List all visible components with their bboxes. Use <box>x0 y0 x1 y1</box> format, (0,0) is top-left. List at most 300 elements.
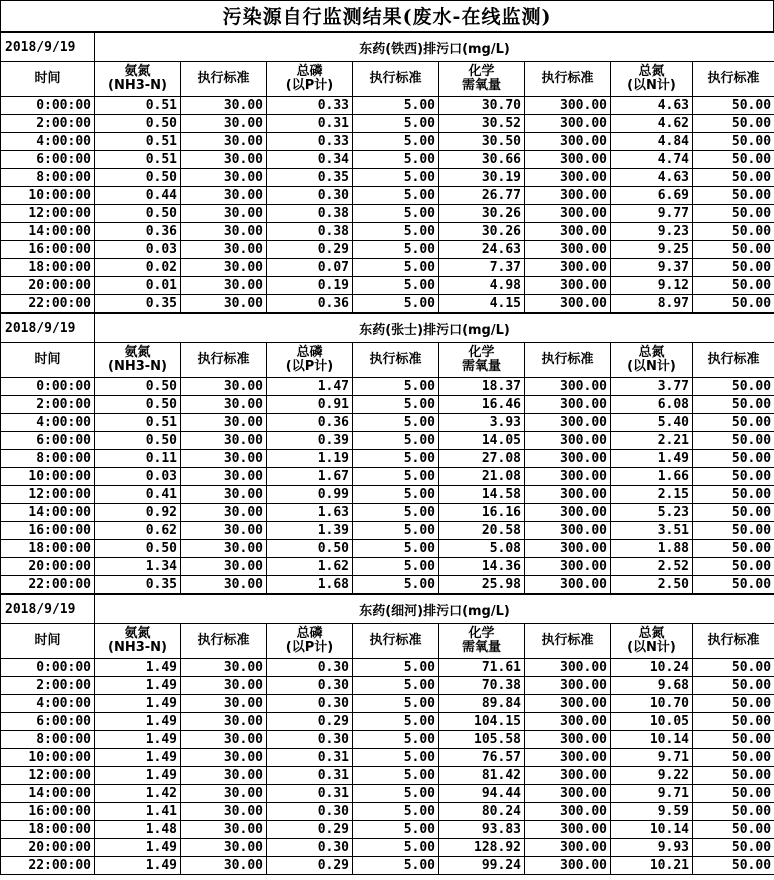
outfall-name: 东药(张士)排污口(mg/L) <box>95 314 774 343</box>
cell-standard-ammonia: 30.00 <box>181 785 267 803</box>
cell-standard-ammonia: 30.00 <box>181 576 267 594</box>
header-ammonia-nitrogen <box>95 624 181 659</box>
cell-standard-nitrogen: 50.00 <box>693 659 774 677</box>
cell-standard-nitrogen: 50.00 <box>693 277 774 295</box>
cell-cod: 5.08 <box>439 540 525 558</box>
cell-standard-ammonia: 30.00 <box>181 713 267 731</box>
table-row <box>1 731 774 749</box>
cell-standard-phosphorus: 5.00 <box>353 414 439 432</box>
cell-time: 16:00:00 <box>1 241 95 259</box>
cell-standard-cod: 300.00 <box>525 803 611 821</box>
cell-standard-nitrogen: 50.00 <box>693 97 774 115</box>
table-row <box>1 97 774 115</box>
cell-total-nitrogen: 10.05 <box>611 713 693 731</box>
cell-time: 12:00:00 <box>1 486 95 504</box>
table-row <box>1 115 774 133</box>
header-line-1: 总氮 <box>638 626 665 641</box>
table-row <box>1 277 774 295</box>
date-site-row <box>1 314 774 343</box>
cell-standard-ammonia: 30.00 <box>181 169 267 187</box>
cell-total-nitrogen: 10.24 <box>611 659 693 677</box>
cell-total-nitrogen: 1.49 <box>611 450 693 468</box>
cell-standard-cod: 300.00 <box>525 396 611 414</box>
table-row <box>1 241 774 259</box>
cell-total-phosphorus: 0.30 <box>267 803 353 821</box>
header-line-2: (以P计) <box>285 359 334 374</box>
header-line-1: 时间 <box>34 352 61 367</box>
cell-total-phosphorus: 0.30 <box>267 695 353 713</box>
cell-standard-phosphorus: 5.00 <box>353 151 439 169</box>
cell-cod: 128.92 <box>439 839 525 857</box>
cell-total-phosphorus: 0.38 <box>267 205 353 223</box>
cell-standard-nitrogen: 50.00 <box>693 677 774 695</box>
cell-time: 18:00:00 <box>1 259 95 277</box>
cell-cod: 7.37 <box>439 259 525 277</box>
cell-standard-nitrogen: 50.00 <box>693 821 774 839</box>
cell-standard-ammonia: 30.00 <box>181 450 267 468</box>
table-row <box>1 468 774 486</box>
cell-standard-ammonia: 30.00 <box>181 414 267 432</box>
cell-ammonia-nitrogen: 1.49 <box>95 749 181 767</box>
header-line-1: 执行标准 <box>707 352 760 367</box>
cell-total-nitrogen: 1.66 <box>611 468 693 486</box>
header-line-1: 总磷 <box>296 345 323 360</box>
header-total-phosphorus <box>267 62 353 97</box>
cell-total-phosphorus: 0.31 <box>267 785 353 803</box>
cell-total-nitrogen: 2.52 <box>611 558 693 576</box>
cell-standard-nitrogen: 50.00 <box>693 396 774 414</box>
cell-total-nitrogen: 4.74 <box>611 151 693 169</box>
cell-standard-ammonia: 30.00 <box>181 259 267 277</box>
cell-standard-nitrogen: 50.00 <box>693 450 774 468</box>
header-line-2: (NH3-N) <box>108 78 167 93</box>
cell-standard-phosphorus: 5.00 <box>353 803 439 821</box>
cell-standard-nitrogen: 50.00 <box>693 169 774 187</box>
cell-total-nitrogen: 4.63 <box>611 97 693 115</box>
header-cod <box>439 624 525 659</box>
cell-time: 20:00:00 <box>1 558 95 576</box>
cell-ammonia-nitrogen: 0.50 <box>95 205 181 223</box>
cell-standard-cod: 300.00 <box>525 713 611 731</box>
cell-standard-ammonia: 30.00 <box>181 133 267 151</box>
cell-total-phosphorus: 1.68 <box>267 576 353 594</box>
cell-total-phosphorus: 1.47 <box>267 378 353 396</box>
cell-time: 10:00:00 <box>1 187 95 205</box>
cell-cod: 30.66 <box>439 151 525 169</box>
cell-ammonia-nitrogen: 1.49 <box>95 839 181 857</box>
cell-time: 22:00:00 <box>1 295 95 313</box>
cell-standard-cod: 300.00 <box>525 450 611 468</box>
cell-total-nitrogen: 2.21 <box>611 432 693 450</box>
cell-time: 8:00:00 <box>1 169 95 187</box>
cell-standard-nitrogen: 50.00 <box>693 522 774 540</box>
column-header-row <box>1 343 774 378</box>
cell-standard-nitrogen: 50.00 <box>693 151 774 169</box>
header-line-1: 氨氮 <box>124 626 151 641</box>
header-cod <box>439 343 525 378</box>
cell-total-phosphorus: 0.34 <box>267 151 353 169</box>
cell-ammonia-nitrogen: 1.49 <box>95 677 181 695</box>
cell-cod: 30.26 <box>439 205 525 223</box>
cell-ammonia-nitrogen: 1.48 <box>95 821 181 839</box>
cell-time: 18:00:00 <box>1 540 95 558</box>
header-line-2: 需氧量 <box>461 640 501 655</box>
header-line-1: 总氮 <box>638 345 665 360</box>
cell-cod: 20.58 <box>439 522 525 540</box>
cell-total-phosphorus: 1.63 <box>267 504 353 522</box>
cell-standard-cod: 300.00 <box>525 540 611 558</box>
header-line-1: 执行标准 <box>369 352 422 367</box>
cell-standard-ammonia: 30.00 <box>181 558 267 576</box>
cell-standard-nitrogen: 50.00 <box>693 839 774 857</box>
table-row <box>1 659 774 677</box>
cell-ammonia-nitrogen: 0.51 <box>95 151 181 169</box>
cell-standard-ammonia: 30.00 <box>181 241 267 259</box>
cell-standard-phosphorus: 5.00 <box>353 677 439 695</box>
cell-standard-nitrogen: 50.00 <box>693 378 774 396</box>
cell-total-phosphorus: 0.29 <box>267 821 353 839</box>
cell-cod: 93.83 <box>439 821 525 839</box>
cell-standard-cod: 300.00 <box>525 576 611 594</box>
cell-total-phosphorus: 1.39 <box>267 522 353 540</box>
cell-ammonia-nitrogen: 1.34 <box>95 558 181 576</box>
cell-cod: 30.50 <box>439 133 525 151</box>
header-time <box>1 62 95 97</box>
cell-time: 22:00:00 <box>1 576 95 594</box>
header-standard-ammonia <box>181 624 267 659</box>
cell-standard-nitrogen: 50.00 <box>693 133 774 151</box>
header-line-1: 总氮 <box>638 64 665 79</box>
cell-standard-cod: 300.00 <box>525 659 611 677</box>
cell-ammonia-nitrogen: 0.62 <box>95 522 181 540</box>
cell-cod: 30.70 <box>439 97 525 115</box>
cell-cod: 76.57 <box>439 749 525 767</box>
table-row <box>1 821 774 839</box>
cell-cod: 70.38 <box>439 677 525 695</box>
cell-total-nitrogen: 9.93 <box>611 839 693 857</box>
header-line-1: 执行标准 <box>541 71 594 86</box>
cell-standard-phosphorus: 5.00 <box>353 540 439 558</box>
cell-standard-cod: 300.00 <box>525 133 611 151</box>
cell-standard-ammonia: 30.00 <box>181 695 267 713</box>
cell-time: 6:00:00 <box>1 713 95 731</box>
cell-time: 0:00:00 <box>1 659 95 677</box>
header-standard-cod <box>525 343 611 378</box>
cell-total-nitrogen: 9.59 <box>611 803 693 821</box>
table-row <box>1 223 774 241</box>
cell-cod: 94.44 <box>439 785 525 803</box>
cell-standard-cod: 300.00 <box>525 277 611 295</box>
header-standard-ammonia <box>181 343 267 378</box>
header-ammonia-nitrogen <box>95 343 181 378</box>
site-table-2 <box>0 313 774 594</box>
cell-standard-phosphorus: 5.00 <box>353 857 439 875</box>
cell-standard-ammonia: 30.00 <box>181 486 267 504</box>
cell-standard-nitrogen: 50.00 <box>693 749 774 767</box>
cell-standard-cod: 300.00 <box>525 504 611 522</box>
cell-ammonia-nitrogen: 1.49 <box>95 713 181 731</box>
cell-standard-cod: 300.00 <box>525 749 611 767</box>
cell-total-nitrogen: 6.69 <box>611 187 693 205</box>
header-line-1: 氨氮 <box>124 345 151 360</box>
cell-standard-ammonia: 30.00 <box>181 504 267 522</box>
cell-time: 14:00:00 <box>1 785 95 803</box>
header-line-1: 执行标准 <box>197 633 250 648</box>
header-cod <box>439 62 525 97</box>
table-row <box>1 205 774 223</box>
cell-standard-phosphorus: 5.00 <box>353 558 439 576</box>
cell-standard-nitrogen: 50.00 <box>693 803 774 821</box>
header-total-phosphorus <box>267 624 353 659</box>
table-row <box>1 295 774 313</box>
cell-total-phosphorus: 0.99 <box>267 486 353 504</box>
cell-standard-ammonia: 30.00 <box>181 821 267 839</box>
cell-ammonia-nitrogen: 0.01 <box>95 277 181 295</box>
header-line-2: (以P计) <box>285 78 334 93</box>
cell-total-phosphorus: 0.30 <box>267 659 353 677</box>
cell-ammonia-nitrogen: 0.50 <box>95 540 181 558</box>
cell-standard-ammonia: 30.00 <box>181 659 267 677</box>
cell-standard-phosphorus: 5.00 <box>353 821 439 839</box>
cell-standard-ammonia: 30.00 <box>181 468 267 486</box>
cell-standard-phosphorus: 5.00 <box>353 241 439 259</box>
cell-total-phosphorus: 0.36 <box>267 295 353 313</box>
header-standard-nitrogen <box>693 624 774 659</box>
cell-standard-nitrogen: 50.00 <box>693 504 774 522</box>
cell-total-phosphorus: 0.50 <box>267 540 353 558</box>
column-header-row <box>1 62 774 97</box>
cell-cod: 105.58 <box>439 731 525 749</box>
cell-ammonia-nitrogen: 0.35 <box>95 576 181 594</box>
cell-total-nitrogen: 1.88 <box>611 540 693 558</box>
cell-standard-phosphorus: 5.00 <box>353 133 439 151</box>
cell-total-nitrogen: 9.71 <box>611 785 693 803</box>
cell-total-nitrogen: 10.14 <box>611 731 693 749</box>
cell-total-nitrogen: 9.68 <box>611 677 693 695</box>
cell-ammonia-nitrogen: 0.44 <box>95 187 181 205</box>
cell-standard-nitrogen: 50.00 <box>693 857 774 875</box>
cell-ammonia-nitrogen: 1.42 <box>95 785 181 803</box>
cell-cod: 104.15 <box>439 713 525 731</box>
table-row <box>1 785 774 803</box>
header-line-2: (NH3-N) <box>108 640 167 655</box>
table-row <box>1 414 774 432</box>
table-row <box>1 540 774 558</box>
table-row <box>1 187 774 205</box>
cell-cod: 16.16 <box>439 504 525 522</box>
cell-standard-ammonia: 30.00 <box>181 803 267 821</box>
cell-standard-cod: 300.00 <box>525 378 611 396</box>
header-line-2: 需氧量 <box>461 78 501 93</box>
cell-total-nitrogen: 5.40 <box>611 414 693 432</box>
cell-standard-nitrogen: 50.00 <box>693 223 774 241</box>
table-row <box>1 504 774 522</box>
header-line-1: 时间 <box>34 633 61 648</box>
report-date: 2018/9/19 <box>1 33 95 62</box>
cell-standard-phosphorus: 5.00 <box>353 522 439 540</box>
cell-standard-phosphorus: 5.00 <box>353 187 439 205</box>
cell-standard-cod: 300.00 <box>525 677 611 695</box>
header-time <box>1 624 95 659</box>
cell-standard-nitrogen: 50.00 <box>693 695 774 713</box>
header-ammonia-nitrogen <box>95 62 181 97</box>
header-line-2: (以N计) <box>627 640 676 655</box>
cell-total-phosphorus: 0.30 <box>267 187 353 205</box>
cell-standard-phosphorus: 5.00 <box>353 97 439 115</box>
cell-ammonia-nitrogen: 0.92 <box>95 504 181 522</box>
cell-cod: 26.77 <box>439 187 525 205</box>
cell-ammonia-nitrogen: 0.11 <box>95 450 181 468</box>
cell-cod: 21.08 <box>439 468 525 486</box>
cell-total-phosphorus: 0.29 <box>267 857 353 875</box>
cell-total-phosphorus: 0.33 <box>267 133 353 151</box>
cell-ammonia-nitrogen: 0.50 <box>95 378 181 396</box>
cell-ammonia-nitrogen: 0.35 <box>95 295 181 313</box>
table-row <box>1 713 774 731</box>
cell-ammonia-nitrogen: 1.49 <box>95 695 181 713</box>
cell-time: 20:00:00 <box>1 277 95 295</box>
header-line-1: 执行标准 <box>197 71 250 86</box>
cell-standard-phosphorus: 5.00 <box>353 259 439 277</box>
cell-total-phosphorus: 1.62 <box>267 558 353 576</box>
cell-standard-phosphorus: 5.00 <box>353 468 439 486</box>
report-date: 2018/9/19 <box>1 314 95 343</box>
cell-cod: 14.58 <box>439 486 525 504</box>
cell-ammonia-nitrogen: 0.36 <box>95 223 181 241</box>
cell-standard-nitrogen: 50.00 <box>693 767 774 785</box>
table-row <box>1 378 774 396</box>
date-site-row <box>1 595 774 624</box>
cell-standard-phosphorus: 5.00 <box>353 749 439 767</box>
cell-cod: 24.63 <box>439 241 525 259</box>
table-row <box>1 522 774 540</box>
cell-total-phosphorus: 0.39 <box>267 432 353 450</box>
header-total-nitrogen <box>611 343 693 378</box>
cell-time: 16:00:00 <box>1 522 95 540</box>
cell-standard-phosphorus: 5.00 <box>353 767 439 785</box>
cell-standard-nitrogen: 50.00 <box>693 115 774 133</box>
cell-standard-nitrogen: 50.00 <box>693 241 774 259</box>
cell-standard-cod: 300.00 <box>525 223 611 241</box>
cell-ammonia-nitrogen: 0.51 <box>95 133 181 151</box>
cell-standard-nitrogen: 50.00 <box>693 540 774 558</box>
monitoring-blocks <box>0 32 774 875</box>
cell-time: 6:00:00 <box>1 151 95 169</box>
cell-total-nitrogen: 9.12 <box>611 277 693 295</box>
cell-time: 20:00:00 <box>1 839 95 857</box>
header-standard-nitrogen <box>693 62 774 97</box>
cell-standard-cod: 300.00 <box>525 295 611 313</box>
table-row <box>1 767 774 785</box>
cell-total-phosphorus: 0.29 <box>267 241 353 259</box>
cell-time: 2:00:00 <box>1 115 95 133</box>
header-standard-nitrogen <box>693 343 774 378</box>
cell-standard-ammonia: 30.00 <box>181 677 267 695</box>
table-row <box>1 677 774 695</box>
header-line-2: (NH3-N) <box>108 359 167 374</box>
header-line-2: (以N计) <box>627 359 676 374</box>
cell-standard-ammonia: 30.00 <box>181 151 267 169</box>
cell-total-nitrogen: 4.84 <box>611 133 693 151</box>
cell-time: 22:00:00 <box>1 857 95 875</box>
cell-standard-nitrogen: 50.00 <box>693 486 774 504</box>
cell-cod: 80.24 <box>439 803 525 821</box>
cell-standard-phosphorus: 5.00 <box>353 576 439 594</box>
cell-time: 10:00:00 <box>1 749 95 767</box>
cell-standard-phosphorus: 5.00 <box>353 504 439 522</box>
table-row <box>1 432 774 450</box>
cell-time: 16:00:00 <box>1 803 95 821</box>
cell-ammonia-nitrogen: 0.50 <box>95 169 181 187</box>
header-standard-phosphorus <box>353 624 439 659</box>
table-row <box>1 169 774 187</box>
cell-total-nitrogen: 2.50 <box>611 576 693 594</box>
report-date: 2018/9/19 <box>1 595 95 624</box>
cell-total-nitrogen: 9.23 <box>611 223 693 241</box>
cell-standard-ammonia: 30.00 <box>181 187 267 205</box>
cell-standard-ammonia: 30.00 <box>181 115 267 133</box>
header-line-1: 执行标准 <box>707 71 760 86</box>
cell-standard-cod: 300.00 <box>525 115 611 133</box>
outfall-name: 东药(铁西)排污口(mg/L) <box>95 33 774 62</box>
header-time <box>1 343 95 378</box>
cell-total-phosphorus: 1.19 <box>267 450 353 468</box>
cell-total-phosphorus: 0.07 <box>267 259 353 277</box>
cell-total-nitrogen: 8.97 <box>611 295 693 313</box>
table-row <box>1 558 774 576</box>
cell-total-nitrogen: 3.51 <box>611 522 693 540</box>
cell-standard-nitrogen: 50.00 <box>693 558 774 576</box>
cell-standard-nitrogen: 50.00 <box>693 414 774 432</box>
column-header-row <box>1 624 774 659</box>
cell-standard-cod: 300.00 <box>525 241 611 259</box>
table-row <box>1 486 774 504</box>
header-line-1: 执行标准 <box>369 633 422 648</box>
header-line-1: 执行标准 <box>541 633 594 648</box>
cell-time: 8:00:00 <box>1 450 95 468</box>
cell-standard-phosphorus: 5.00 <box>353 486 439 504</box>
cell-cod: 89.84 <box>439 695 525 713</box>
cell-standard-cod: 300.00 <box>525 468 611 486</box>
header-standard-cod <box>525 624 611 659</box>
cell-standard-nitrogen: 50.00 <box>693 576 774 594</box>
cell-standard-phosphorus: 5.00 <box>353 223 439 241</box>
cell-time: 14:00:00 <box>1 504 95 522</box>
cell-standard-nitrogen: 50.00 <box>693 259 774 277</box>
header-line-1: 化学 <box>468 345 495 360</box>
cell-cod: 4.98 <box>439 277 525 295</box>
cell-standard-nitrogen: 50.00 <box>693 187 774 205</box>
cell-cod: 4.15 <box>439 295 525 313</box>
header-line-1: 执行标准 <box>541 352 594 367</box>
cell-standard-cod: 300.00 <box>525 414 611 432</box>
cell-standard-cod: 300.00 <box>525 839 611 857</box>
header-line-2: (以N计) <box>627 78 676 93</box>
table-row <box>1 396 774 414</box>
table-row <box>1 133 774 151</box>
cell-cod: 3.93 <box>439 414 525 432</box>
cell-standard-cod: 300.00 <box>525 486 611 504</box>
cell-total-phosphorus: 0.91 <box>267 396 353 414</box>
cell-time: 10:00:00 <box>1 468 95 486</box>
cell-cod: 71.61 <box>439 659 525 677</box>
cell-time: 0:00:00 <box>1 378 95 396</box>
cell-standard-cod: 300.00 <box>525 695 611 713</box>
cell-time: 4:00:00 <box>1 414 95 432</box>
cell-total-phosphorus: 0.31 <box>267 749 353 767</box>
cell-total-phosphorus: 0.36 <box>267 414 353 432</box>
cell-cod: 25.98 <box>439 576 525 594</box>
